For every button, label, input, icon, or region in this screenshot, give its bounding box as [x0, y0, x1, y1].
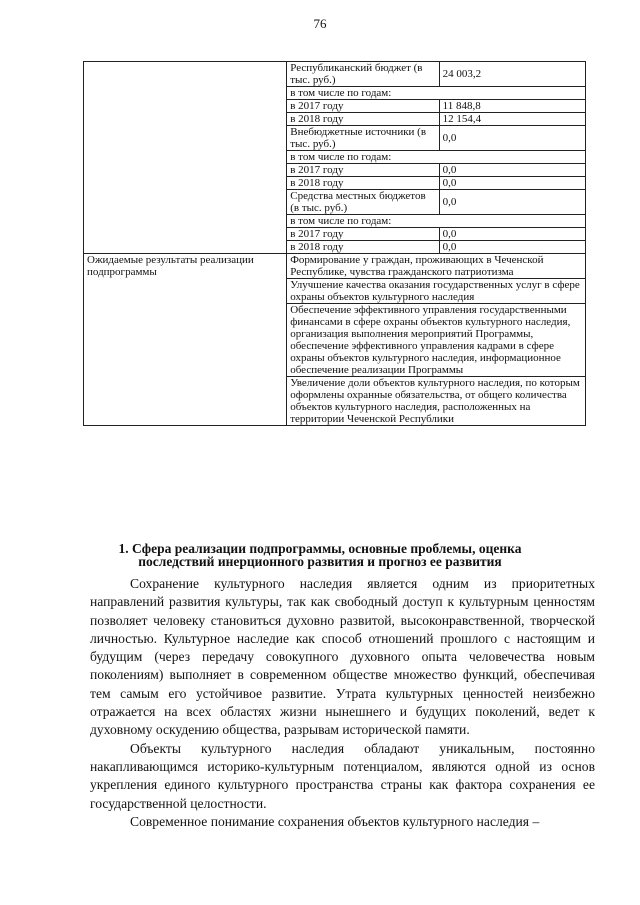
finance-value-cell: 12 154,4	[439, 113, 585, 126]
finance-value-cell: 11 848,8	[439, 100, 585, 113]
paragraph: Сохранение культурного наследия является одним из приоритетных направлений развития культуры, так как свободный доступ к культурным ценностям позволяет человеку становиться духовно развитой, высоконравственной, творческой личностью. Культурное наследие как способ отношений прошлого с настоящим и будущим (через передачу совокупного духовного опыта человечества новым поколениям) выполняет в современном обществе множество функций, обеспечивая тем самым его устойчивое развитие. Утрата культурных ценностей неизбежно отражается на всех областях жизни нынешнего и будущих поколений, ведет к духовному оскудению общества, разрывам исторической памяти.	[90, 576, 595, 738]
passport-table	[83, 61, 586, 426]
finance-label-cell: в 2018 году	[287, 241, 439, 254]
result-item-cell: Увеличение доли объектов культурного наследия, по которым оформлены охранные обязательства, от общего количества объектов культурного наследия, расположенных на территории Чеченской Республики	[287, 377, 586, 426]
finance-value-cell: 0,0	[439, 228, 585, 241]
paragraph: Современное понимание сохранения объектов культурного наследия –	[130, 813, 540, 829]
finance-label-cell: Республиканский бюджет (в тыс. руб.)	[287, 62, 439, 87]
finance-label-cell: в 2018 году	[287, 113, 439, 126]
finance-value-cell: 0,0	[439, 177, 585, 190]
finance-label-cell: в том числе по годам:	[287, 215, 586, 228]
result-item-cell: Улучшение качества оказания государственных услуг в сфере охраны объектов культурного наследия	[287, 279, 586, 304]
finance-label-cell: в том числе по годам:	[287, 87, 586, 100]
finance-label-cell: Средства местных бюджетов (в тыс. руб.)	[287, 190, 439, 215]
result-item-cell: Обеспечение эффективного управления государственными финансами в сфере охраны объектов культурного наследия, организация выполнения мероприятий Программы, обеспечение эффективного управления кадрами в сфере охраны объектов культурного наследия, информационное обеспечение реализации Программы	[287, 304, 586, 377]
finance-value-cell: 24 003,2	[439, 62, 585, 87]
results-label-cell: Ожидаемые результаты реализации подпрограммы	[84, 254, 287, 426]
paragraph: Объекты культурного наследия обладают уникальным, постоянно накапливающимся историко-культурным потенциалом, являются одной из основ укрепления единого культурного пространства страны как фактора сохранения ее государственной целостности.	[90, 740, 595, 811]
finance-label-cell: в 2017 году	[287, 100, 439, 113]
finance-label-cell: в том числе по годам:	[287, 151, 586, 164]
empty-cell	[84, 62, 287, 254]
section-heading: 1. Сфера реализации подпрограммы, основные проблемы, оценка последствий инерционного развития и прогноз ее развития	[118, 541, 522, 569]
finance-label-cell: в 2018 году	[287, 177, 439, 190]
section-body	[90, 575, 595, 831]
finance-label-cell: в 2017 году	[287, 164, 439, 177]
page-number: 76	[313, 16, 327, 31]
finance-value-cell: 0,0	[439, 190, 585, 215]
finance-value-cell: 0,0	[439, 164, 585, 177]
finance-value-cell: 0,0	[439, 241, 585, 254]
table-row	[84, 254, 586, 279]
finance-label-cell: Внебюджетные источники (в тыс. руб.)	[287, 126, 439, 151]
finance-value-cell: 0,0	[439, 126, 585, 151]
finance-label-cell: в 2017 году	[287, 228, 439, 241]
table-row	[84, 62, 586, 87]
result-item-cell: Формирование у граждан, проживающих в Чеченской Республике, чувства гражданского патриотизма	[287, 254, 586, 279]
